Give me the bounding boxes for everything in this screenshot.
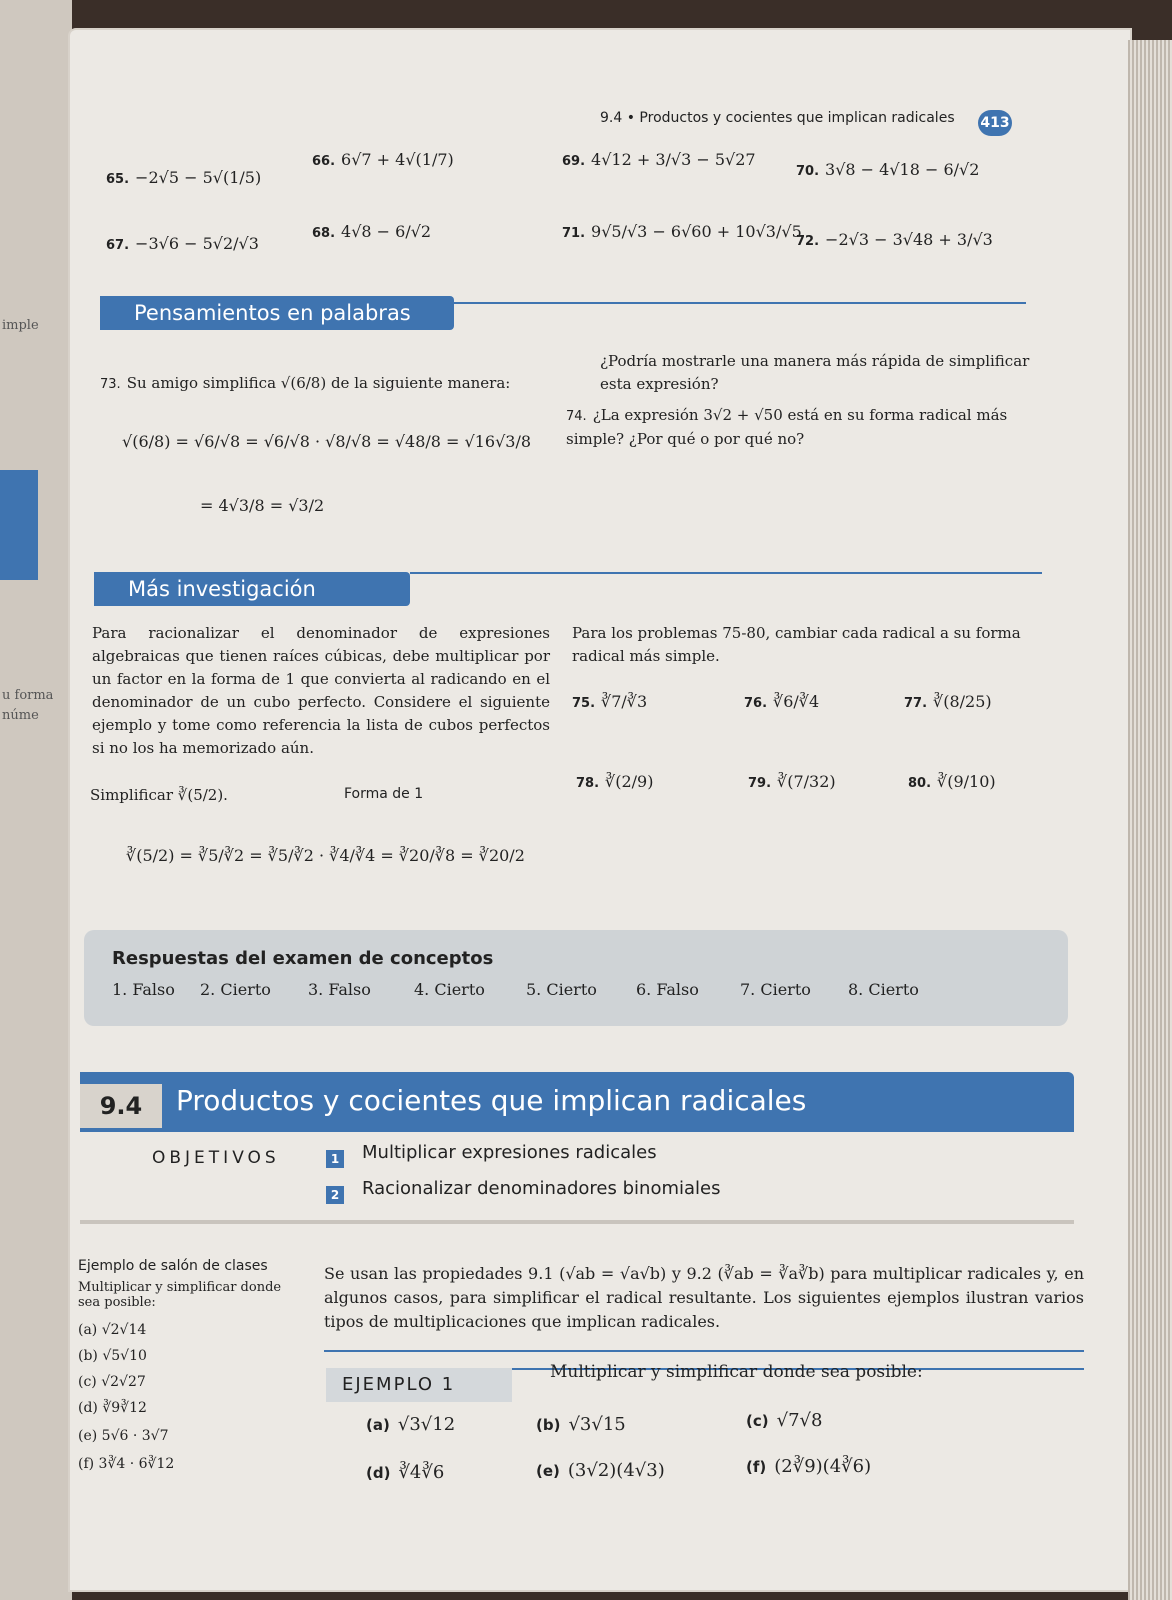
answer-item: 1. Falso bbox=[112, 980, 175, 999]
intro-paragraph: Se usan las propiedades 9.1 (√ab = √a√b) y 9.2 (∛ab = ∛a∛b) para multiplicar radicales y, en algunos casos, para simplificar el radical resultante. Los siguientes ejemplos ilustran varios tipos de multiplicaciones que implican radicales. bbox=[324, 1264, 1084, 1331]
forma-de-1-label: Forma de 1 bbox=[344, 786, 424, 802]
problem-73: 73. Su amigo simplifica √(6/8) de la siguiente manera: bbox=[100, 374, 511, 392]
answers-title: Respuestas del examen de conceptos bbox=[112, 948, 494, 969]
exercise-66: 66. 6√7 + 4√(1/7) bbox=[312, 150, 454, 169]
section-band-pensamientos: Pensamientos en palabras bbox=[100, 296, 454, 330]
left-page-edge bbox=[0, 0, 72, 1600]
exercise-65: 65. −2√5 − 5√(1/5) bbox=[106, 168, 262, 187]
sidebar-title: Ejemplo de salón de clases bbox=[78, 1258, 268, 1274]
example-part-b: (b) √3√15 bbox=[536, 1414, 626, 1435]
problem-80: 80. ∛(9/10) bbox=[908, 772, 996, 791]
objective-text: Multiplicar expresiones radicales bbox=[362, 1142, 657, 1163]
sidebar-item: (f) 3∛4 · 6∛12 bbox=[78, 1456, 175, 1472]
answer-item: 8. Cierto bbox=[848, 980, 919, 999]
objetivos-label: OBJETIVOS bbox=[152, 1148, 280, 1168]
section-title: Productos y cocientes que implican radicales bbox=[176, 1084, 807, 1117]
example-part-c: (c) √7√8 bbox=[746, 1410, 823, 1431]
objective-number: 2 bbox=[326, 1186, 344, 1204]
book-page bbox=[70, 30, 1130, 1590]
exercise-68: 68. 4√8 − 6/√2 bbox=[312, 222, 432, 241]
sidebar-subtitle: Multiplicar y simplificar donde sea posible: bbox=[78, 1280, 282, 1310]
problems-intro: Para los problemas 75-80, cambiar cada radical a su forma radical más simple. bbox=[572, 624, 1021, 665]
answer-item: 7. Cierto bbox=[740, 980, 811, 999]
left-fragment: núme bbox=[2, 708, 39, 723]
objective-number: 1 bbox=[326, 1150, 344, 1168]
problem-74: 74. ¿La expresión 3√2 + √50 está en su forma radical más simple? ¿Por qué o por qué no? bbox=[566, 406, 1008, 448]
section-rule bbox=[410, 572, 1042, 574]
sidebar-item: (c) √2√27 bbox=[78, 1374, 146, 1390]
problem-73-work-line1: √(6/8) = √6/√8 = √6/√8 · √8/√8 = √48/8 = √16√3/8 bbox=[122, 432, 532, 451]
example-label: EJEMPLO 1 bbox=[326, 1368, 512, 1402]
exercise-72: 72. −2√3 − 3√48 + 3/√3 bbox=[796, 230, 993, 249]
answer-item: 2. Cierto bbox=[200, 980, 271, 999]
problem-76: 76. ∛6/∛4 bbox=[744, 692, 820, 711]
example-part-f: (f) (2∛9)(4∛6) bbox=[746, 1456, 872, 1477]
problem-77: 77. ∛(8/25) bbox=[904, 692, 992, 711]
problem-75: 75. ∛7/∛3 bbox=[572, 692, 648, 711]
example-part-e: (e) (3√2)(4√3) bbox=[536, 1460, 665, 1481]
simplificar-label: Simplificar ∛(5/2). bbox=[90, 786, 228, 804]
example-part-a: (a) √3√12 bbox=[366, 1414, 456, 1435]
section-band-investigacion: Más investigación bbox=[94, 572, 410, 606]
answers-box bbox=[84, 930, 1068, 1026]
sidebar-item: (d) ∛9∛12 bbox=[78, 1400, 147, 1416]
sidebar-item: (b) √5√10 bbox=[78, 1348, 147, 1364]
sidebar-item: (a) √2√14 bbox=[78, 1322, 147, 1338]
exercise-69: 69. 4√12 + 3/√3 − 5√27 bbox=[562, 150, 756, 169]
problem-73-work-line2: = 4√3/8 = √3/2 bbox=[200, 496, 325, 515]
page-number: 413 bbox=[978, 110, 1012, 136]
answer-item: 5. Cierto bbox=[526, 980, 597, 999]
example-part-d: (d) ∛4∛6 bbox=[366, 1462, 445, 1483]
running-header: 9.4 • Productos y cocientes que implican radicales bbox=[600, 110, 955, 126]
problem-73-question: ¿Podría mostrarle una manera más rápida de simplificar esta expresión? bbox=[600, 352, 1030, 393]
objective-text: Racionalizar denominadores binomiales bbox=[362, 1178, 721, 1199]
page-stack-edge bbox=[1128, 40, 1172, 1600]
answer-item: 4. Cierto bbox=[414, 980, 485, 999]
cube-root-example: ∛(5/2) = ∛5/∛2 = ∛5/∛2 · ∛4/∛4 = ∛20/∛8 = ∛20/2 bbox=[126, 846, 525, 865]
section-number: 9.4 bbox=[80, 1084, 162, 1128]
problem-79: 79. ∛(7/32) bbox=[748, 772, 836, 791]
example-instruction: Multiplicar y simplificar donde sea posible: bbox=[550, 1362, 923, 1382]
left-fragment: u forma bbox=[2, 688, 54, 703]
objectives-divider bbox=[80, 1220, 1074, 1224]
exercise-71: 71. 9√5/√3 − 6√60 + 10√3/√5 bbox=[562, 222, 802, 241]
left-fragment: imple bbox=[2, 318, 39, 333]
sidebar-item: (e) 5√6 · 3√7 bbox=[78, 1428, 169, 1444]
section-rule bbox=[454, 302, 1026, 304]
exercise-70: 70. 3√8 − 4√18 − 6/√2 bbox=[796, 160, 980, 179]
left-page-blue-band bbox=[0, 470, 38, 580]
intro-rule bbox=[324, 1350, 1084, 1352]
investigacion-paragraph: Para racionalizar el denominador de expresiones algebraicas que tienen raíces cúbicas, debe multiplicar por un factor en la forma de 1 que convierta al radicando en el denominador de un cubo perfecto. Considere el siguiente ejemplo y tome como referencia la lista de cubos perfectos si no los ha memorizado aún. bbox=[92, 624, 550, 757]
answer-item: 6. Falso bbox=[636, 980, 699, 999]
answer-item: 3. Falso bbox=[308, 980, 371, 999]
problem-78: 78. ∛(2/9) bbox=[576, 772, 654, 791]
exercise-67: 67. −3√6 − 5√2/√3 bbox=[106, 234, 259, 253]
